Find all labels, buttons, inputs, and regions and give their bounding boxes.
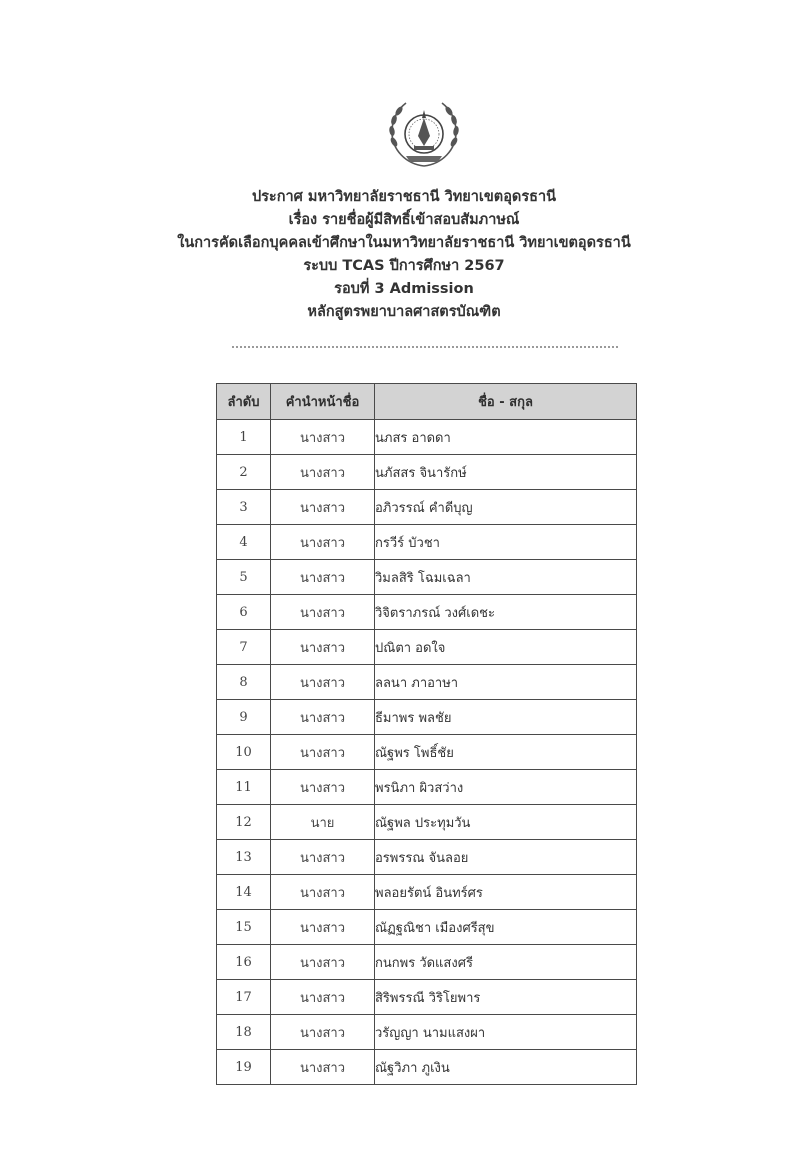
row-title: นางสาว: [271, 560, 375, 595]
row-name: กรวีร์ บัวชา: [375, 525, 637, 560]
row-title: นางสาว: [271, 490, 375, 525]
table-row: [217, 490, 637, 525]
table-row: [217, 805, 637, 840]
row-name: ณัฐพร โพธิ์ชัย: [375, 735, 637, 770]
row-title: นางสาว: [271, 735, 375, 770]
row-number: 4: [217, 525, 271, 560]
row-title: นางสาว: [271, 665, 375, 700]
row-name: ณัฏฐณิชา เมืองศรีสุข: [375, 910, 637, 945]
row-title: นางสาว: [271, 875, 375, 910]
announcement-context: ในการคัดเลือกบุคคลเข้าศึกษาในมหาวิทยาลัยราชธานี วิทยาเขตอุดรธานี: [177, 235, 631, 251]
row-title: นางสาว: [271, 770, 375, 805]
table-row: [217, 595, 637, 630]
row-name: นภสร อาดดา: [375, 420, 637, 455]
row-title: นางสาว: [271, 910, 375, 945]
university-seal-icon: [384, 96, 464, 172]
row-number: 2: [217, 455, 271, 490]
row-title: นางสาว: [271, 700, 375, 735]
table-row: [217, 1015, 637, 1050]
table-row: [217, 945, 637, 980]
row-number: 1: [217, 420, 271, 455]
row-number: 13: [217, 840, 271, 875]
row-number: 3: [217, 490, 271, 525]
row-name: ลลนา ภาอาษา: [375, 665, 637, 700]
table-row: [217, 630, 637, 665]
row-name: พรนิภา ผิวสว่าง: [375, 770, 637, 805]
row-number: 6: [217, 595, 271, 630]
row-number: 10: [217, 735, 271, 770]
row-name: ณัฐวิภา ภูเงิน: [375, 1050, 637, 1085]
table-row: [217, 770, 637, 805]
announcement-system: ระบบ TCAS ปีการศึกษา 2567: [303, 258, 505, 274]
row-number: 12: [217, 805, 271, 840]
row-name: พลอยรัตน์ อินทร์ศร: [375, 875, 637, 910]
row-number: 9: [217, 700, 271, 735]
column-header-title: คำนำหน้าชื่อ: [271, 384, 375, 420]
row-title: นาย: [271, 805, 375, 840]
row-title: นางสาว: [271, 420, 375, 455]
row-title: นางสาว: [271, 1015, 375, 1050]
row-name: วิจิตราภรณ์ วงศ์เดชะ: [375, 595, 637, 630]
table-row: [217, 980, 637, 1015]
row-title: นางสาว: [271, 1050, 375, 1085]
row-number: 5: [217, 560, 271, 595]
table-row: [217, 735, 637, 770]
row-number: 15: [217, 910, 271, 945]
dotted-divider: [232, 346, 618, 348]
row-name: ธีมาพร พลชัย: [375, 700, 637, 735]
row-number: 7: [217, 630, 271, 665]
row-name: อภิวรรณ์ คำดีบุญ: [375, 490, 637, 525]
column-header-no: ลำดับ: [217, 384, 271, 420]
table-row: [217, 1050, 637, 1085]
column-header-name: ชื่อ - สกุล: [375, 384, 637, 420]
table-row: [217, 525, 637, 560]
row-name: นภัสสร จินารักษ์: [375, 455, 637, 490]
table-header-row: [217, 384, 637, 420]
row-title: นางสาว: [271, 840, 375, 875]
row-number: 14: [217, 875, 271, 910]
table-row: [217, 910, 637, 945]
table-row: [217, 875, 637, 910]
row-name: ปณิตา อดใจ: [375, 630, 637, 665]
row-number: 19: [217, 1050, 271, 1085]
row-name: วรัญญา นามแสงผา: [375, 1015, 637, 1050]
row-title: นางสาว: [271, 595, 375, 630]
row-title: นางสาว: [271, 945, 375, 980]
announcement-program: หลักสูตรพยาบาลศาสตรบัณฑิต: [307, 304, 501, 320]
table-row: [217, 700, 637, 735]
announcement-heading: [120, 186, 688, 324]
row-title: นางสาว: [271, 455, 375, 490]
row-name: สิริพรรณี วิริโยพาร: [375, 980, 637, 1015]
table-row: [217, 420, 637, 455]
row-number: 11: [217, 770, 271, 805]
table-row: [217, 455, 637, 490]
table-row: [217, 840, 637, 875]
row-number: 16: [217, 945, 271, 980]
row-title: นางสาว: [271, 525, 375, 560]
row-number: 18: [217, 1015, 271, 1050]
announcement-subject: เรื่อง รายชื่อผู้มีสิทธิ์เข้าสอบสัมภาษณ์: [288, 212, 520, 228]
candidate-table: [216, 383, 637, 1085]
table-row: [217, 665, 637, 700]
row-number: 17: [217, 980, 271, 1015]
row-number: 8: [217, 665, 271, 700]
row-name: วิมลสิริ โฉมเฉลา: [375, 560, 637, 595]
row-name: กนกพร วัดแสงศรี: [375, 945, 637, 980]
row-title: นางสาว: [271, 980, 375, 1015]
announcement-title: ประกาศ มหาวิทยาลัยราชธานี วิทยาเขตอุดรธานี: [251, 189, 557, 205]
row-name: อรพรรณ จันลอย: [375, 840, 637, 875]
row-title: นางสาว: [271, 630, 375, 665]
table-row: [217, 560, 637, 595]
announcement-round: รอบที่ 3 Admission: [334, 281, 474, 297]
row-name: ณัฐพล ประทุมวัน: [375, 805, 637, 840]
